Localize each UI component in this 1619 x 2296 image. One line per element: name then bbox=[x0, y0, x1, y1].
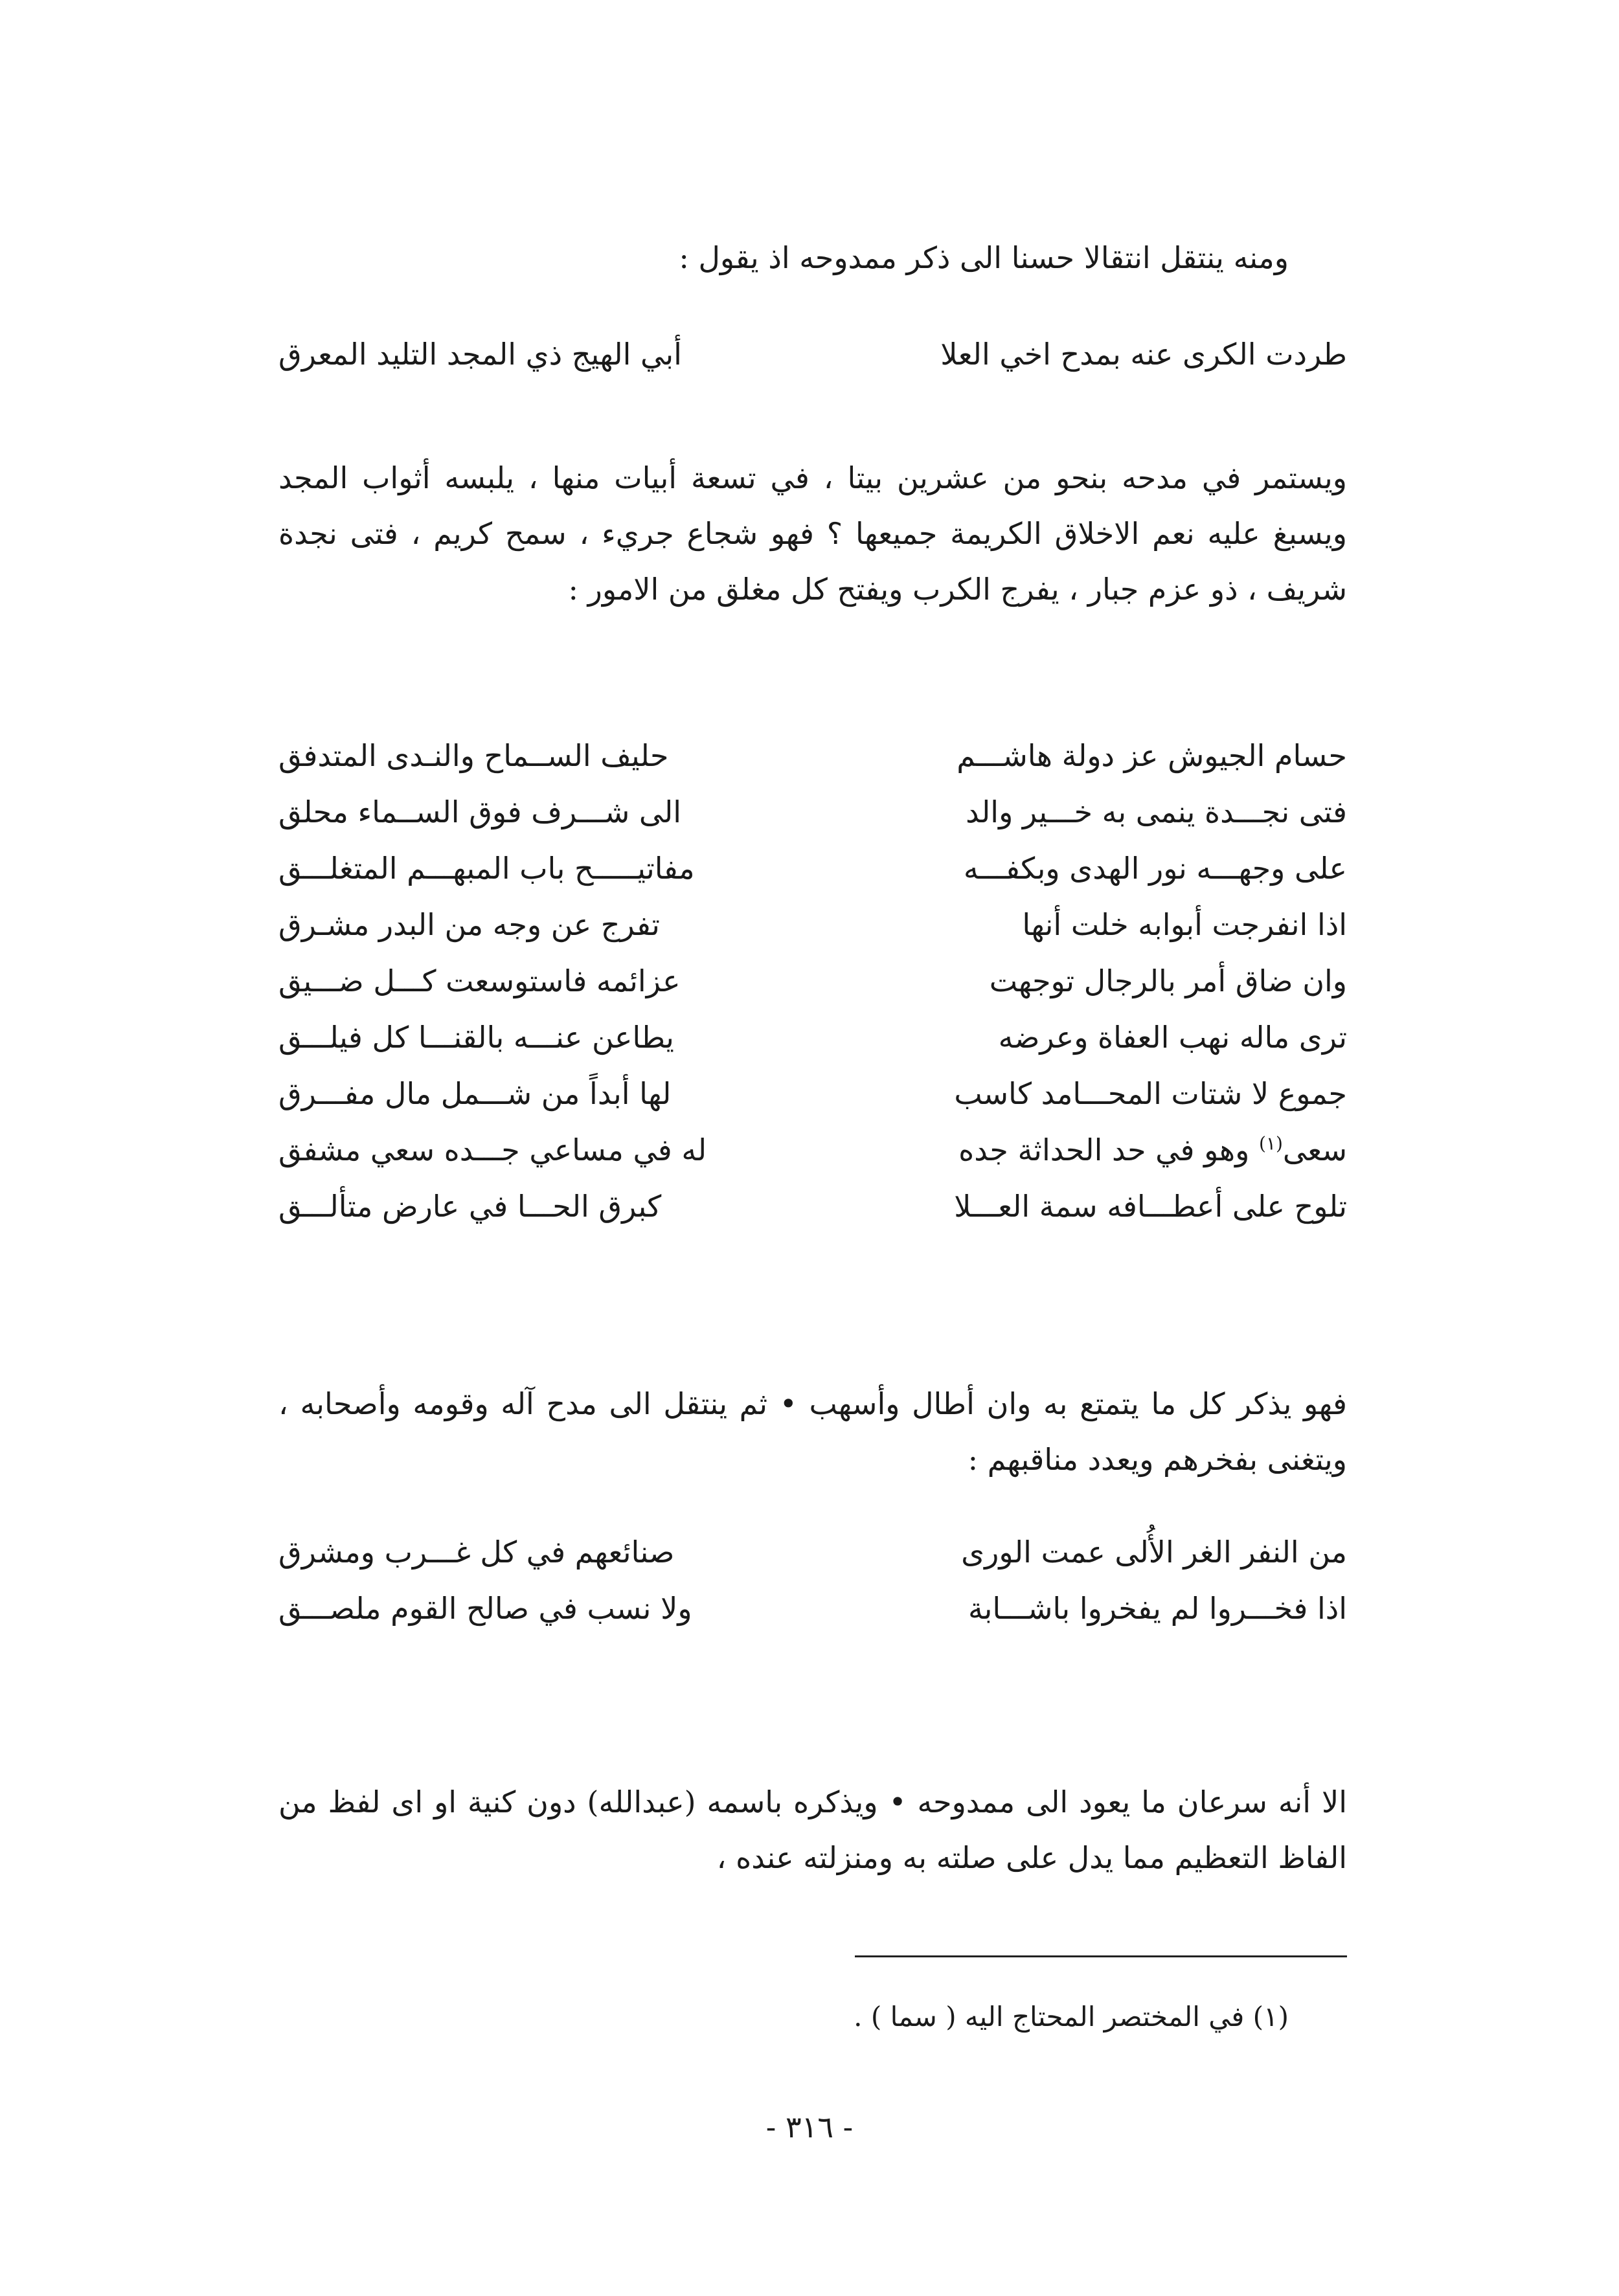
verse-first-hemistich: تلوح على أعطـــافه سمة العـــلا bbox=[954, 1189, 1347, 1224]
footnote: (١) في المختصر المحتاج اليه ( سما ) . bbox=[854, 2001, 1289, 2032]
single-verse bbox=[278, 337, 1347, 395]
intro-line: ومنه ينتقل انتقالا حسنا الى ذكر ممدوحه اذ يقول : bbox=[679, 240, 1289, 275]
verse-first-hemistich: جموع لا شتات المحـــامد كاسب bbox=[954, 1076, 1347, 1111]
paragraph-praise: ويستمر في مدحه بنحو من عشرين بيتا ، في تسعة أبيات منها ، يلبسه أثواب المجد ويسبغ عليه نعم الاخلاق الكريمة جميعها ؟ فهو شجاع جريء ، سمح كريم ، فتى نجدة شريف ، ذو عزم جبار ، يفرج الكرب ويفتح كل مغلق من الامور : bbox=[278, 460, 1347, 607]
poem-family bbox=[278, 1535, 1347, 1647]
paragraph-family: فهو يذكر كل ما يتمتع به وان أطال وأسهب • ثم ينتقل الى مدح آله وقومه وأصحابه ، ويتغنى بفخرهم ويعدد مناقبهم : bbox=[278, 1386, 1347, 1477]
footnote-marker: (١) bbox=[1259, 1132, 1283, 1154]
verse-second-hemistich: حليف الســماح والنـدى المتدفق bbox=[278, 738, 669, 773]
poem-praise bbox=[278, 738, 1347, 1245]
verse-text: وهو في حد الحداثة جده bbox=[958, 1132, 1250, 1167]
verse-first-hemistich: حسام الجيوش عز دولة هاشـــم bbox=[957, 738, 1347, 773]
verse-first-hemistich: على وجهـــه نور الهدى وبكفـــه bbox=[963, 851, 1347, 886]
verse-word: سعى bbox=[1282, 1132, 1347, 1167]
page-number: - ٣١٦ - bbox=[765, 2110, 854, 2144]
poem-verse bbox=[278, 963, 1347, 1020]
verse-second-hemistich: صنائعهم في كل غـــرب ومشرق bbox=[278, 1535, 675, 1570]
poem-verse bbox=[278, 794, 1347, 851]
poem-verse bbox=[278, 1591, 1347, 1647]
poem-verse bbox=[278, 1189, 1347, 1245]
verse-first-hemistich: طردت الكرى عنه بمدح اخي العلا bbox=[940, 337, 1347, 372]
verse-first-hemistich: فتى نجـــدة ينمى به خـــير والد bbox=[966, 794, 1347, 829]
verse-first-hemistich bbox=[835, 1132, 1347, 1167]
verse-first-hemistich: من النفر الغر الأُلى عمت الورى bbox=[961, 1535, 1347, 1570]
verse-second-hemistich: مفاتيـــــح باب المبهـــم المتغلـــق bbox=[278, 851, 695, 886]
verse-first-hemistich: اذا انفرجت أبوابه خلت أنها bbox=[1022, 907, 1347, 942]
footnote-divider bbox=[855, 1955, 1347, 1957]
verse-second-hemistich: عزائمه فاستوسعت كـــل ضـــيق bbox=[278, 963, 681, 998]
verse-first-hemistich: اذا فخـــروا لم يفخروا باشـــابة bbox=[968, 1591, 1347, 1626]
poem-verse bbox=[278, 907, 1347, 963]
verse-second-hemistich: تفرج عن وجه من البدر مشـرق bbox=[278, 907, 660, 942]
verse-second-hemistich: أبي الهيج ذي المجد التليد المعرق bbox=[278, 337, 682, 372]
verse-second-hemistich: لها أبداً من شـــمل مال مفـــرق bbox=[278, 1076, 672, 1111]
verse-second-hemistich: يطاعن عنـــه بالقنـــا كل فيلـــق bbox=[278, 1020, 674, 1055]
verse-second-hemistich: ولا نسب في صالح القوم ملصـــق bbox=[278, 1591, 692, 1626]
poem-verse bbox=[278, 738, 1347, 794]
verse-second-hemistich: كبرق الحـــا في عارض متألـــق bbox=[278, 1189, 662, 1224]
verse-first-hemistich: وان ضاق أمر بالرجال توجهت bbox=[989, 963, 1347, 998]
paragraph-return: الا أنه سرعان ما يعود الى ممدوحه • ويذكره باسمه (عبدالله) دون كنية او اى لفظ من الفاظ التعظيم مما يدل على صلته به ومنزلته عنده ، bbox=[278, 1784, 1347, 1875]
verse-first-hemistich: ترى ماله نهب العفاة وعرضه bbox=[998, 1020, 1347, 1055]
verse-second-hemistich: له في مساعي جـــده سعي مشفق bbox=[278, 1132, 707, 1167]
verse-second-hemistich: الى شـــرف فوق الســماء محلق bbox=[278, 794, 682, 829]
poem-verse bbox=[278, 1076, 1347, 1132]
poem-verse bbox=[278, 1020, 1347, 1076]
poem-verse bbox=[278, 1535, 1347, 1591]
poem-verse bbox=[278, 851, 1347, 907]
poem-verse bbox=[278, 1132, 1347, 1189]
